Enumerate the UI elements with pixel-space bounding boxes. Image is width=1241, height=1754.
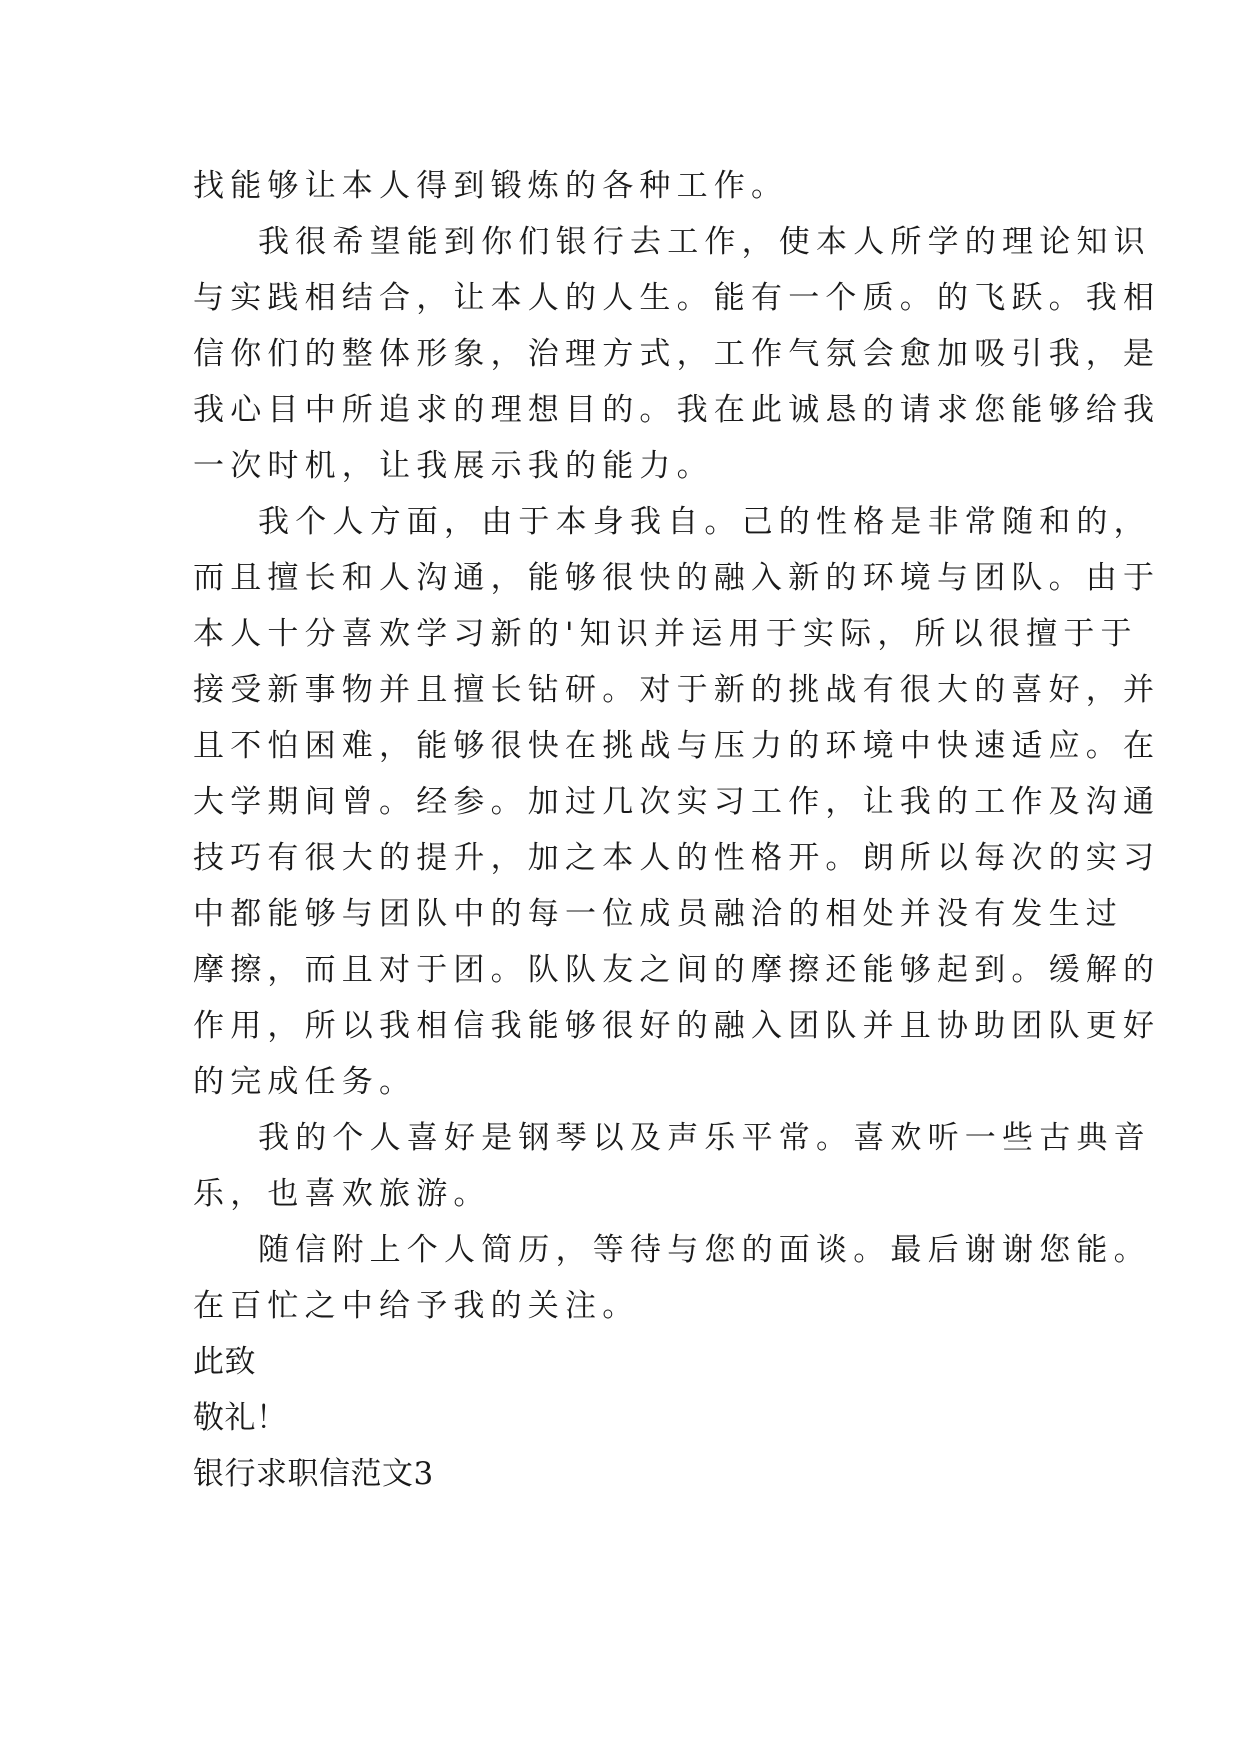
text-line: 信你们的整体形象，治理方式，工作气氛会愈加吸引我，是 [193, 336, 1161, 372]
text-line: 一次时机，让我展示我的能力。 [193, 448, 714, 484]
text-line: 作用，所以我相信我能够很好的融入团队并且协助团队更好 [193, 1008, 1161, 1044]
text-line: 且不怕困难，能够很快在挑战与压力的环境中快速适应。在 [193, 728, 1161, 764]
paragraph-first-line: 随信附上个人简历，等待与您的面谈。最后谢谢您能。 [258, 1232, 1151, 1268]
paragraph-first-line: 我的个人喜好是钢琴以及声乐平常。喜欢听一些古典音 [258, 1120, 1151, 1156]
text-line: 与实践相结合，让本人的人生。能有一个质。的飞跃。我相 [193, 280, 1161, 316]
text-line: 摩擦，而且对于团。队队友之间的摩擦还能够起到。缓解的 [193, 952, 1161, 988]
text-line: 我心目中所追求的理想目的。我在此诚恳的请求您能够给我 [193, 392, 1161, 428]
text-line: 而且擅长和人沟通，能够很快的融入新的环境与团队。由于 [193, 560, 1161, 596]
text-line: 大学期间曾。经参。加过几次实习工作，让我的工作及沟通 [193, 784, 1161, 820]
text-line: 在百忙之中给予我的关注。 [193, 1288, 640, 1324]
text-line: 中都能够与团队中的每一位成员融洽的相处并没有发生过 [193, 896, 1123, 932]
closing-salutation: 此致 [193, 1344, 256, 1380]
paragraph-first-line: 我很希望能到你们银行去工作，使本人所学的理论知识 [258, 224, 1151, 260]
text-line: 接受新事物并且擅长钻研。对于新的挑战有很大的喜好，并 [193, 672, 1161, 708]
text-line: 找能够让本人得到锻炼的各种工作。 [193, 168, 789, 204]
paragraph-first-line: 我个人方面，由于本身我自。己的性格是非常随和的， [258, 504, 1151, 540]
text-line: 技巧有很大的提升，加之本人的性格开。朗所以每次的实习 [193, 840, 1161, 876]
closing-regards: 敬礼！ [193, 1400, 288, 1436]
text-line: 的完成任务。 [193, 1064, 417, 1100]
section-heading: 银行求职信范文3 [193, 1456, 434, 1492]
text-line: 乐，也喜欢旅游。 [193, 1176, 491, 1212]
text-line: 本人十分喜欢学习新的'知识并运用于实际，所以很擅于于 [193, 616, 1138, 652]
